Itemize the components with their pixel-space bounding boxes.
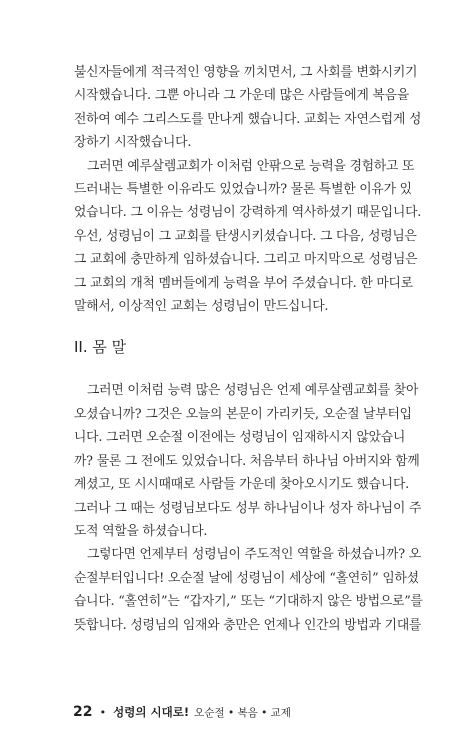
book-title: 성령의 시대로! [113,705,190,719]
book-subtitle: 오순절 • 복음 • 교제 [194,707,291,719]
text-line: 습니다. “홀연히”는 “갑자기,” 또는 “기대하지 않은 방법으로”를 [74,594,423,610]
page-number: 22 [73,704,93,720]
paragraph [74,155,422,319]
text-line: 전하여 예수 그리스도를 만나게 했습니다. 교회는 자연스럽게 성 [74,111,422,127]
text-line: 그 교회의 개척 멤버들에게 능력을 부어 주셨습니다. 한 마디로 [74,275,413,291]
section-heading: II. 몸 말 [74,338,127,357]
page-footer [73,701,291,720]
paragraph-group-intro [74,61,422,318]
text-line: 우선, 성령님이 그 교회를 탄생시키셨습니다. 그 다음, 성령님은 [74,228,417,244]
text-line: 그렇다면 언제부터 성령님이 주도적인 역할을 하셨습니까? 오 [87,547,421,563]
body-text [74,61,423,637]
text-line: 오셨습니까? 그것은 오늘의 본문이 가리키듯, 오순절 날부터입 [74,406,412,422]
text-line: 말해서, 이상적인 교회는 성령님이 만드십니다. [74,299,329,315]
text-line: 그 교회에 충만하게 임하셨습니다. 그리고 마지막으로 성령님은 [74,252,418,268]
text-line: 장하기 시작했습니다. [74,135,192,151]
paragraph-group-body [74,379,423,636]
text-line: 도적 역할을 하셨습니다. [74,523,208,539]
text-line: 순절부터입니다! 오순절 날에 성령님이 세상에 “홀연히” 임하셨 [74,570,419,586]
text-line: 그러나 그 때는 성령님보다도 성부 하나님이나 성자 하나님이 주 [74,500,422,516]
text-line: 뜻합니다. 성령님의 임재와 충만은 언제나 인간의 방법과 기대를 [74,617,422,633]
text-line: 그러면 예루살렘교회가 이처럼 안팎으로 능력을 경험하고 또 [87,158,415,174]
text-line: 드러내는 특별한 이유라도 있었습니까? 물론 특별한 이유가 있 [74,182,412,198]
paragraph [74,543,423,637]
paragraph [74,61,422,155]
text-line: 그러면 이처럼 능력 많은 성령님은 언제 예루살렘교회를 찾아 [87,383,419,399]
text-line: 었습니다. 그 이유는 성령님이 강력하게 역사하셨기 때문입니다. [74,205,422,221]
text-line: 계셨고, 또 시시때때로 사람들 가운데 찾아오시기도 했습니다. [74,477,409,493]
text-line: 시작했습니다. 그뿐 아니라 그 가운데 많은 사람들에게 복음을 [74,88,409,104]
text-line: 니다. 그러면 오순절 이전에는 성령님이 임재하시지 않았습니 [74,430,406,446]
footer-separator: • [99,706,107,719]
paragraph [74,379,422,543]
text-line: 불신자들에게 적극적인 영향을 끼치면서, 그 사회를 변화시키기 [74,65,418,80]
text-line: 까? 물론 그 전에도 있었습니다. 처음부터 하나님 아버지와 함께 [74,453,420,469]
